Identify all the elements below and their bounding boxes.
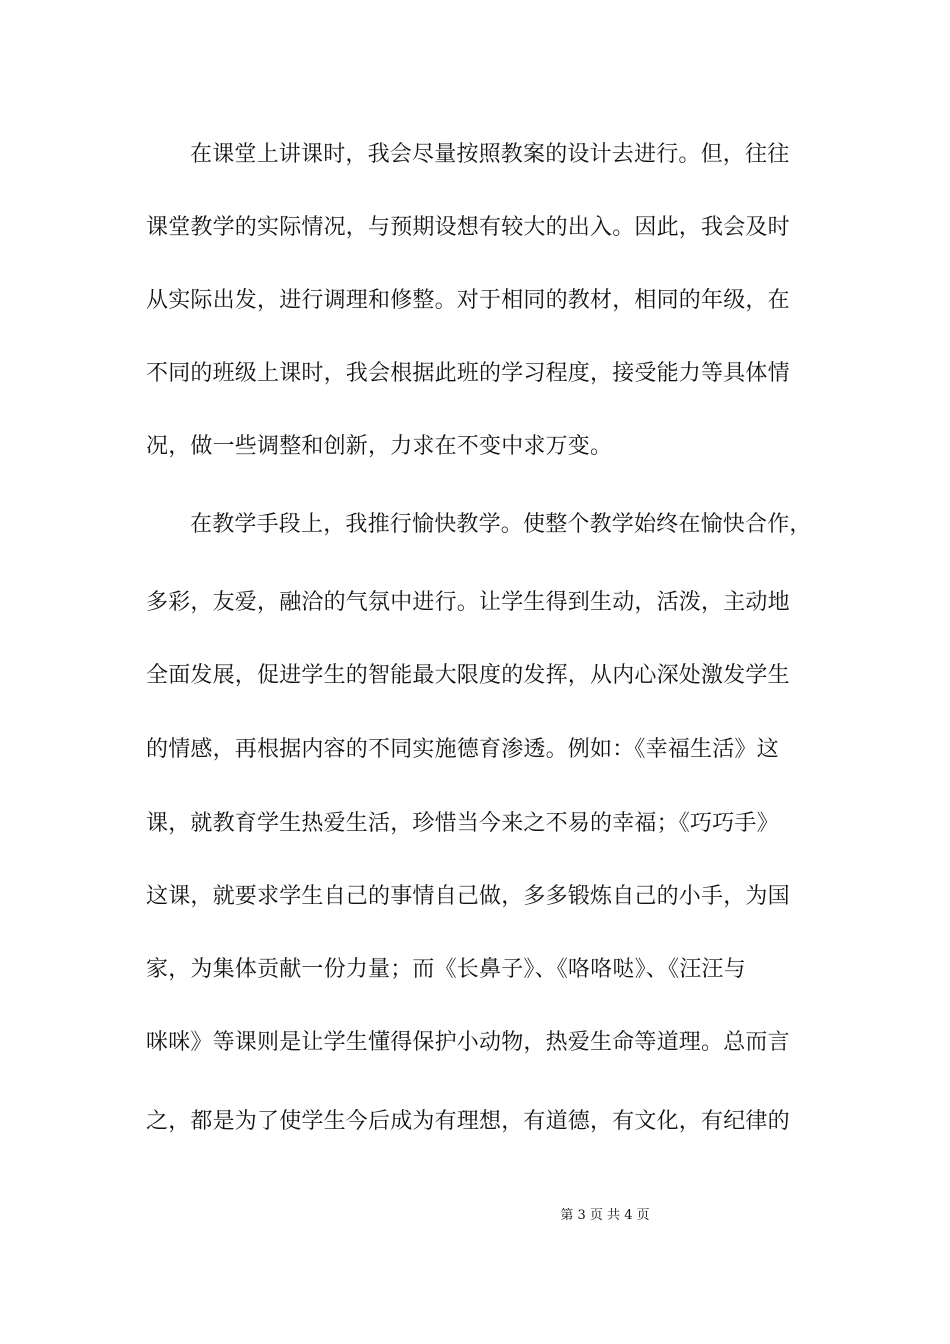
paragraph-1-line-4: 不同的班级上课时，我会根据此班的学习程度，接受能力等具体情 bbox=[146, 361, 790, 386]
paragraph-2-line-5: 课，就教育学生热爱生活，珍惜当今来之不易的幸福；《巧巧手》 bbox=[146, 811, 779, 836]
paragraph-2-line-9: 之，都是为了使学生今后成为有理想，有道德，有文化，有纪律的 bbox=[146, 1109, 790, 1134]
paragraph-2-line-1: 在教学手段上，我推行愉快教学。使整个教学始终在愉快合作， bbox=[190, 512, 812, 537]
paragraph-2-line-8: 咪咪》等课则是让学生懂得保护小动物，热爱生命等道理。总而言 bbox=[146, 1030, 790, 1055]
paragraph-2-line-6: 这课，就要求学生自己的事情自己做，多多锻炼自己的小手，为国 bbox=[146, 884, 790, 909]
paragraph-2-line-7: 家，为集体贡献一份力量；而《长鼻子》、《咯咯哒》、《汪汪与 bbox=[146, 957, 746, 982]
paragraph-1-line-5: 况，做一些调整和创新，力求在不变中求万变。 bbox=[146, 434, 613, 459]
paragraph-2-line-2: 多彩，友爱，融洽的气氛中进行。让学生得到生动，活泼，主动地 bbox=[146, 590, 790, 615]
paragraph-1-line-3: 从实际出发，进行调理和修整。对于相同的教材，相同的年级，在 bbox=[146, 288, 790, 313]
paragraph-1-line-2: 课堂教学的实际情况，与预期设想有较大的出入。因此，我会及时 bbox=[146, 215, 790, 240]
paragraph-2-line-4: 的情感，再根据内容的不同实施德育渗透。例如：《幸福生活》这 bbox=[146, 737, 779, 762]
paragraph-2-line-3: 全面发展，促进学生的智能最大限度的发挥，从内心深处激发学生 bbox=[146, 663, 790, 688]
paragraph-1-line-1: 在课堂上讲课时，我会尽量按照教案的设计去进行。但，往往 bbox=[190, 142, 790, 167]
page-footer: 第 3 页 共 4 页 bbox=[560, 1208, 650, 1223]
